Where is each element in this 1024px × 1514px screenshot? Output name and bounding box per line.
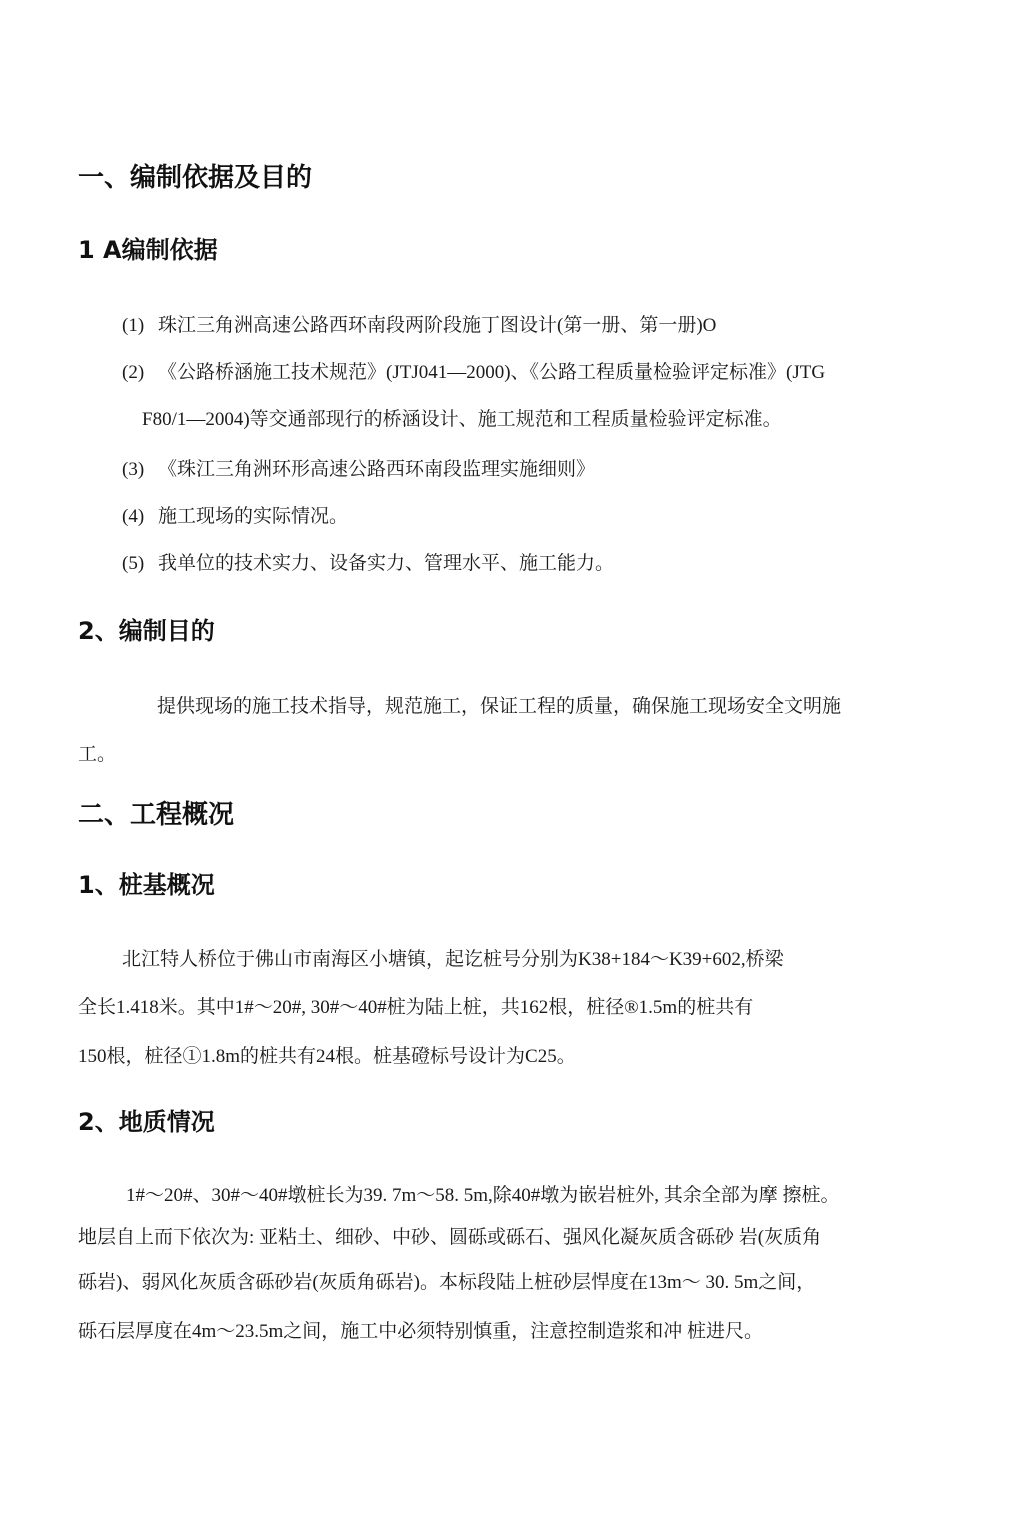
piles-line-1: 北江特人桥位于佛山市南海区小塘镇，起讫桩号分别为K38+184〜K39+602,桥梁 [122,949,784,970]
basis-item-text: 珠江三角洲高速公路西环南段两阶段施丁图设计(第一册、第一册)O [158,315,717,336]
basis-item-text: 施工现场的实际情况。 [158,506,349,527]
basis-item-number: (1) [122,315,145,336]
basis-item-text: 我单位的技术实力、设备实力、管理水平、施工能力。 [158,553,615,574]
basis-item-2-continued: F80/1—2004)等交通部现行的桥涵设计、施工规范和工程质量检验评定标准。 [142,409,782,430]
geology-heading: 2、地质情况 [78,1108,215,1136]
purpose-heading: 2、编制目的 [78,617,215,645]
basis-item-4 [122,501,348,528]
basis-item-number: (3) [122,459,145,480]
basis-item-number: (4) [122,506,145,527]
basis-item-5 [122,548,614,575]
geology-line-4: 砾石层厚度在4m〜23.5m之间，施工中必须特别慎重，注意控制造浆和冲 桩进尺。 [78,1321,764,1342]
geology-line-2: 地层自上而下依次为: 亚粘土、细砂、中砂、圆砾或砾石、强风化凝灰质含砾砂 岩(灰质角 [78,1227,822,1248]
basis-item-2 [122,357,825,384]
section-1-title: 一、编制依据及目的 [78,163,313,193]
basis-item-number: (2) [122,362,145,383]
geology-line-1: 1#〜20#、30#〜40#墩桩长为39. 7m〜58. 5m,除40#墩为嵌岩桩外, 其余全部为摩 擦桩。 [126,1185,840,1206]
purpose-line-1: 提供现场的施工技术指导，规范施工，保证工程的质量，确保施工现场安全文明施 [157,696,842,717]
piles-line-3: 150根，桩径①1.8m的桩共有24根。桩基磴标号设计为C25。 [78,1046,576,1067]
basis-item-1 [122,310,716,337]
basis-item-text: 《珠江三角洲环形高速公路西环南段监理实施细则》 [158,459,596,480]
piles-heading: 1、桩基概况 [78,871,215,899]
basis-heading: 1 A编制依据 [78,236,218,264]
section-2-title: 二、工程概况 [78,800,235,830]
basis-item-number: (5) [122,553,145,574]
basis-item-text: 《公路桥涵施工技术规范》(JTJ041—2000)、《公路工程质量检验评定标准》(JTG [158,362,826,383]
geology-line-3: 砾岩)、弱风化灰质含砾砂岩(灰质角砾岩)。本标段陆上桩砂层悍度在13m〜 30. 5m之间， [78,1272,816,1293]
basis-item-3 [122,454,595,481]
piles-line-2: 全长1.418米。其中1#〜20#, 30#〜40#桩为陆上桩，共162根，桩径®1.5m的桩共有 [78,997,754,1018]
purpose-line-2: 工。 [78,744,117,765]
